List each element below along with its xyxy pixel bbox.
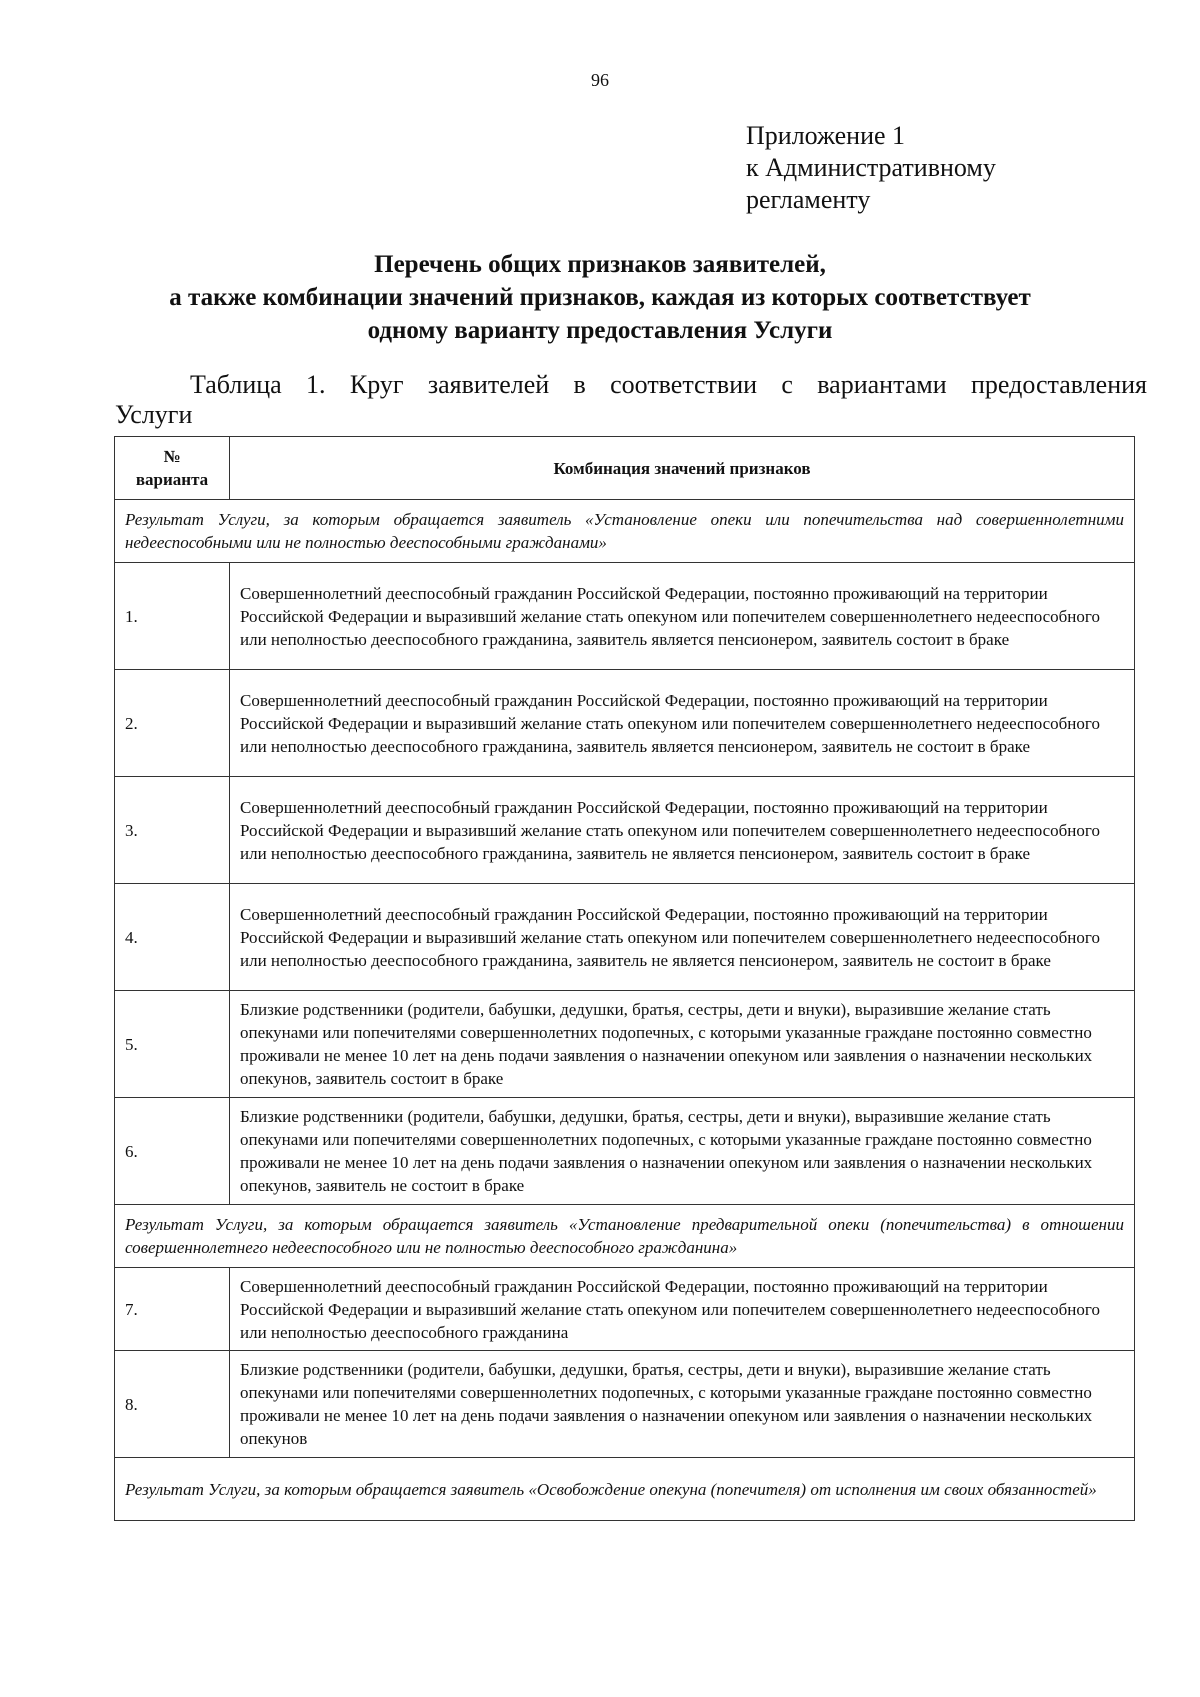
variant-description: Близкие родственники (родители, бабушки, дедушки, братья, сестры, дети и внуки), выразившие желание стать опекунами или попечителями совершеннолетних подопечных, с которыми указанные граждане постоянно совместно проживали не менее 10 лет на день подачи заявления о назначении опекуном или заявления о назначении нескольких опекунов, заявитель не состоит в браке <box>230 1098 1135 1205</box>
table-header-row <box>115 437 1135 500</box>
variant-number: 4. <box>115 884 230 991</box>
table-row <box>115 884 1135 991</box>
table-row <box>115 991 1135 1098</box>
variant-number: 3. <box>115 777 230 884</box>
table-row <box>115 1351 1135 1458</box>
table-row <box>115 670 1135 777</box>
variant-number: 7. <box>115 1268 230 1351</box>
variants-table <box>114 436 1135 1521</box>
table-row <box>115 1268 1135 1351</box>
title-line: Перечень общих признаков заявителей, <box>374 251 826 278</box>
caption-line: Таблица 1. Круг заявителей в соответствии с вариантами предоставления <box>190 370 1147 399</box>
appendix-line: регламенту <box>746 185 871 214</box>
header-combination: Комбинация значений признаков <box>230 437 1135 500</box>
variant-number: 2. <box>115 670 230 777</box>
variant-description: Близкие родственники (родители, бабушки, дедушки, братья, сестры, дети и внуки), выразившие желание стать опекунами или попечителями совершеннолетних подопечных, с которыми указанные граждане постоянно совместно проживали не менее 10 лет на день подачи заявления о назначении опекуном или заявления о назначении нескольких опекунов <box>230 1351 1135 1458</box>
variant-description: Близкие родственники (родители, бабушки, дедушки, братья, сестры, дети и внуки), выразившие желание стать опекунами или попечителями совершеннолетних подопечных, с которыми указанные граждане постоянно совместно проживали не менее 10 лет на день подачи заявления о назначении опекуном или заявления о назначении нескольких опекунов, заявитель состоит в браке <box>230 991 1135 1098</box>
caption-line: Услуги <box>115 400 193 429</box>
variant-description: Совершеннолетний дееспособный гражданин Российской Федерации, постоянно проживающий на территории Российской Федерации и выразивший желание стать опекуном или попечителем совершеннолетнего недееспособного или неполностью дееспособного гражданина, заявитель является пенсионером, заявитель состоит в браке <box>230 563 1135 670</box>
section-title: Результат Услуги, за которым обращается заявитель «Установление опеки или попечительства над совершеннолетними недееспособными или не полностью дееспособными гражданами» <box>115 500 1135 563</box>
section-row <box>115 500 1135 563</box>
appendix-block <box>746 120 996 216</box>
document-title <box>100 248 1100 347</box>
section-title: Результат Услуги, за которым обращается заявитель «Установление предварительной опеки (попечительства) в отношении совершеннолетнего недееспособного или не полностью дееспособного гражданина» <box>115 1205 1135 1268</box>
variant-description: Совершеннолетний дееспособный гражданин Российской Федерации, постоянно проживающий на территории Российской Федерации и выразивший желание стать опекуном или попечителем совершеннолетнего недееспособного или неполностью дееспособного гражданина <box>230 1268 1135 1351</box>
variant-description: Совершеннолетний дееспособный гражданин Российской Федерации, постоянно проживающий на территории Российской Федерации и выразивший желание стать опекуном или попечителем совершеннолетнего недееспособного или неполностью дееспособного гражданина, заявитель не является пенсионером, заявитель состоит в браке <box>230 777 1135 884</box>
table-row <box>115 777 1135 884</box>
title-line: а также комбинации значений признаков, каждая из которых соответствует <box>169 284 1031 311</box>
title-line: одному варианту предоставления Услуги <box>367 317 833 344</box>
page-number: 96 <box>591 70 609 90</box>
section-row <box>115 1205 1135 1268</box>
header-variant-number: № варианта <box>115 437 230 500</box>
appendix-line: к Административному <box>746 153 996 182</box>
table-row <box>115 563 1135 670</box>
table-row <box>115 1098 1135 1205</box>
section-title: Результат Услуги, за которым обращается заявитель «Освобождение опекуна (попечителя) от исполнения им своих обязанностей» <box>115 1458 1135 1521</box>
table-caption <box>115 370 1147 430</box>
section-row <box>115 1458 1135 1521</box>
variant-number: 6. <box>115 1098 230 1205</box>
variant-number: 1. <box>115 563 230 670</box>
variant-number: 5. <box>115 991 230 1098</box>
variant-number: 8. <box>115 1351 230 1458</box>
variant-description: Совершеннолетний дееспособный гражданин Российской Федерации, постоянно проживающий на территории Российской Федерации и выразивший желание стать опекуном или попечителем совершеннолетнего недееспособного или неполностью дееспособного гражданина, заявитель не является пенсионером, заявитель не состоит в браке <box>230 884 1135 991</box>
appendix-line: Приложение 1 <box>746 121 906 150</box>
variant-description: Совершеннолетний дееспособный гражданин Российской Федерации, постоянно проживающий на территории Российской Федерации и выразивший желание стать опекуном или попечителем совершеннолетнего недееспособного или неполностью дееспособного гражданина, заявитель является пенсионером, заявитель не состоит в браке <box>230 670 1135 777</box>
